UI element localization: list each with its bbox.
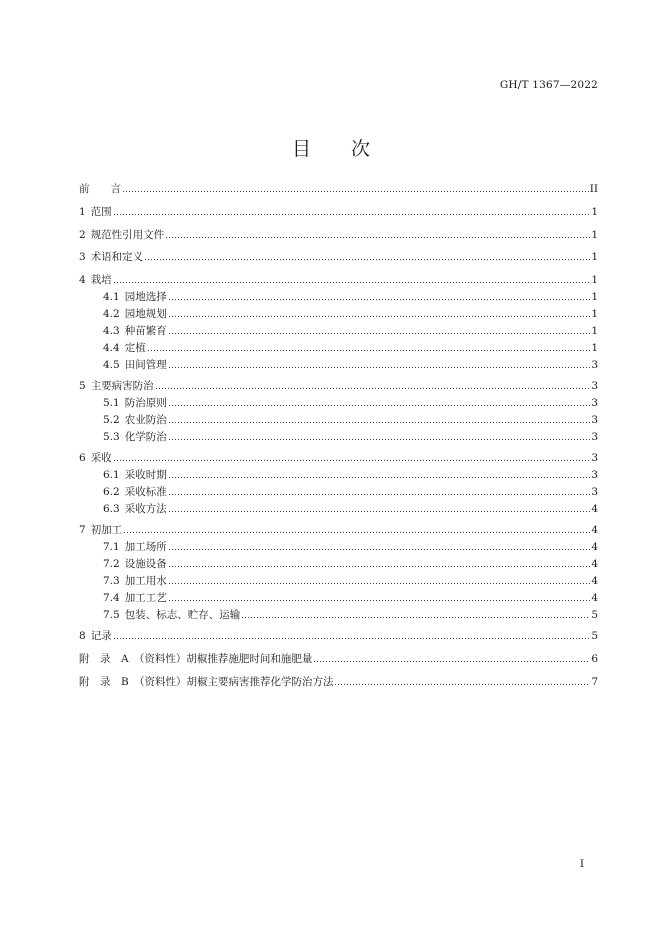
toc-entry-number: 7.5 bbox=[103, 609, 120, 621]
dot-leader bbox=[168, 511, 591, 512]
toc-entry-title: 加工用水 bbox=[124, 575, 167, 587]
toc-entry-page: 1 bbox=[591, 342, 598, 354]
dot-leader bbox=[113, 460, 591, 461]
toc-entry-title: 初加工 bbox=[90, 524, 123, 536]
toc-entry-page: 4 bbox=[591, 575, 598, 587]
toc-entry-appendix-b[interactable] bbox=[79, 675, 598, 689]
toc-entry-appendix-a[interactable] bbox=[79, 652, 598, 666]
dot-leader bbox=[168, 333, 591, 334]
toc-entry-title: 包装、标志、贮存、运输 bbox=[124, 609, 241, 621]
toc-entry-title: 主要病害防治 bbox=[90, 380, 154, 392]
toc-entry-page: 3 bbox=[591, 452, 598, 464]
toc-entry-7-1[interactable] bbox=[103, 540, 598, 554]
toc-entry-3[interactable] bbox=[79, 250, 598, 264]
dot-leader bbox=[123, 532, 590, 533]
toc-entry-title: 田间管理 bbox=[124, 359, 167, 371]
toc-entry-number: 7.2 bbox=[103, 558, 120, 570]
toc-entry-title: 定植 bbox=[124, 342, 146, 354]
toc-entry-title: 栽培 bbox=[90, 274, 112, 286]
toc-entry-page: 1 bbox=[591, 206, 598, 218]
toc-entry-6-2[interactable] bbox=[103, 485, 598, 499]
toc-entry-number: 4.2 bbox=[103, 308, 120, 320]
toc-entry-page: 6 bbox=[591, 653, 598, 665]
toc-entry-page: 5 bbox=[591, 609, 598, 621]
dot-leader bbox=[168, 439, 591, 440]
toc-entry-title: 防治原则 bbox=[124, 397, 167, 409]
toc-entry-number: 7.4 bbox=[103, 592, 120, 604]
dot-leader bbox=[165, 237, 590, 238]
toc-entry-number: 4.5 bbox=[103, 359, 120, 371]
toc-entry-title: 采收方法 bbox=[124, 503, 167, 515]
dot-leader bbox=[168, 600, 591, 601]
toc-entry-title: 附 录 B （资料性）胡椒主要病害推荐化学防治方法 bbox=[79, 676, 334, 688]
toc-entry-number: 2 bbox=[79, 229, 86, 241]
toc-entry-number: 8 bbox=[79, 630, 86, 642]
toc-entry-page: 3 bbox=[591, 486, 598, 498]
toc-entry-number: 5.1 bbox=[103, 397, 120, 409]
toc-entry-page: 1 bbox=[591, 274, 598, 286]
dot-leader bbox=[155, 388, 591, 389]
toc-entry-number: 6.1 bbox=[103, 469, 120, 481]
toc-entry-page: 3 bbox=[591, 397, 598, 409]
toc-entry-page: 4 bbox=[591, 558, 598, 570]
dot-leader bbox=[241, 617, 590, 618]
toc-entry-4-5[interactable] bbox=[103, 358, 598, 372]
page-title bbox=[0, 134, 662, 161]
toc-entry-title: 设施设备 bbox=[124, 558, 167, 570]
toc-entry-number: 4.4 bbox=[103, 342, 120, 354]
toc-entry-page: 4 bbox=[591, 541, 598, 553]
toc-entry-7[interactable] bbox=[79, 523, 598, 537]
title-char-2: 次 bbox=[351, 138, 371, 160]
toc-entry-number: 6.2 bbox=[103, 486, 120, 498]
toc-entry-1[interactable] bbox=[79, 205, 598, 219]
toc-entry-page: 1 bbox=[591, 325, 598, 337]
toc-entry-page: 3 bbox=[591, 414, 598, 426]
toc-entry-number: 5.2 bbox=[103, 414, 120, 426]
toc-entry-title: 记录 bbox=[90, 630, 112, 642]
dot-leader bbox=[113, 638, 591, 639]
toc-entry-7-2[interactable] bbox=[103, 557, 598, 571]
toc-entry-number: 7 bbox=[79, 524, 86, 536]
toc-entry-page: 3 bbox=[591, 469, 598, 481]
toc-entry-page: 1 bbox=[591, 251, 598, 263]
toc-entry-title: 农业防治 bbox=[124, 414, 167, 426]
toc-entry-title: 园地选择 bbox=[124, 291, 167, 303]
toc-entry-page: 4 bbox=[591, 524, 598, 536]
toc-entry-title: 前 言 bbox=[79, 183, 121, 195]
toc-entry-7-4[interactable] bbox=[103, 591, 598, 605]
toc-entry-number: 6.3 bbox=[103, 503, 120, 515]
dot-leader bbox=[147, 350, 591, 351]
toc-entry-6-3[interactable] bbox=[103, 502, 598, 516]
toc-entry-4-4[interactable] bbox=[103, 341, 598, 355]
dot-leader bbox=[113, 214, 591, 215]
toc-entry-number: 1 bbox=[79, 206, 86, 218]
title-char-1: 目 bbox=[291, 138, 311, 160]
toc-entry-title: 规范性引用文件 bbox=[90, 229, 165, 241]
toc-entry-title: 采收标准 bbox=[124, 486, 167, 498]
dot-leader bbox=[168, 299, 591, 300]
toc-entry-title: 加工工艺 bbox=[124, 592, 167, 604]
toc-entry-5-3[interactable] bbox=[103, 430, 598, 444]
toc-entry-title: 采收时期 bbox=[124, 469, 167, 481]
toc-entry-title: 附 录 A （资料性）胡椒推荐施肥时间和施肥量 bbox=[79, 653, 313, 665]
dot-leader bbox=[168, 494, 591, 495]
toc-entry-number: 5.3 bbox=[103, 431, 120, 443]
toc-entry-6[interactable] bbox=[79, 451, 598, 465]
toc-entry-5-2[interactable] bbox=[103, 413, 598, 427]
toc-entry-6-1[interactable] bbox=[103, 468, 598, 482]
toc-entry-number: 4.3 bbox=[103, 325, 120, 337]
page-number: I bbox=[579, 858, 584, 870]
toc-entry-4-2[interactable] bbox=[103, 307, 598, 321]
toc-entry-4-1[interactable] bbox=[103, 290, 598, 304]
toc-entry-foreword[interactable] bbox=[79, 182, 598, 196]
toc-entry-page: 1 bbox=[591, 308, 598, 320]
dot-leader bbox=[168, 583, 591, 584]
toc-entry-5[interactable] bbox=[79, 379, 598, 393]
toc-entry-page: 1 bbox=[591, 229, 598, 241]
toc-entry-number: 4 bbox=[79, 274, 86, 286]
toc-entry-8[interactable] bbox=[79, 629, 598, 643]
toc-entry-2[interactable] bbox=[79, 228, 598, 242]
toc-entry-page: 3 bbox=[591, 431, 598, 443]
toc-entry-title: 园地规划 bbox=[124, 308, 167, 320]
toc-entry-number: 7.3 bbox=[103, 575, 120, 587]
dot-leader bbox=[313, 661, 590, 662]
dot-leader bbox=[168, 422, 591, 423]
toc-entry-page: 7 bbox=[591, 676, 598, 688]
toc-entry-7-5[interactable] bbox=[103, 608, 598, 622]
toc-entry-title: 化学防治 bbox=[124, 431, 167, 443]
toc-entry-page: 4 bbox=[591, 592, 598, 604]
toc-entry-title: 采收 bbox=[90, 452, 112, 464]
toc-entry-page: 4 bbox=[591, 503, 598, 515]
toc-entry-number: 5 bbox=[79, 380, 86, 392]
toc-entry-title: 种苗繁育 bbox=[124, 325, 167, 337]
toc-entry-number: 4.1 bbox=[103, 291, 120, 303]
dot-leader bbox=[168, 405, 591, 406]
dot-leader bbox=[144, 259, 590, 260]
toc-entry-title: 加工场所 bbox=[124, 541, 167, 553]
toc-entry-page: 3 bbox=[591, 359, 598, 371]
toc-entry-page: 3 bbox=[591, 380, 598, 392]
dot-leader bbox=[122, 191, 589, 192]
standard-code: GH/T 1367—2022 bbox=[499, 79, 598, 91]
toc-entry-4-3[interactable] bbox=[103, 324, 598, 338]
dot-leader bbox=[113, 282, 591, 283]
toc-entry-5-1[interactable] bbox=[103, 396, 598, 410]
toc-entry-page: 5 bbox=[591, 630, 598, 642]
toc-entry-7-3[interactable] bbox=[103, 574, 598, 588]
dot-leader bbox=[168, 316, 591, 317]
dot-leader bbox=[168, 566, 591, 567]
toc-entry-title: 范围 bbox=[90, 206, 112, 218]
toc-entry-4[interactable] bbox=[79, 273, 598, 287]
toc-entry-page: II bbox=[589, 183, 598, 195]
toc-entry-number: 7.1 bbox=[103, 541, 120, 553]
toc-entry-title: 术语和定义 bbox=[90, 251, 144, 263]
dot-leader bbox=[168, 477, 591, 478]
dot-leader bbox=[168, 549, 591, 550]
toc-entry-number: 3 bbox=[79, 251, 86, 263]
toc-entry-number: 6 bbox=[79, 452, 86, 464]
dot-leader bbox=[334, 684, 590, 685]
toc-entry-page: 1 bbox=[591, 291, 598, 303]
dot-leader bbox=[168, 367, 591, 368]
